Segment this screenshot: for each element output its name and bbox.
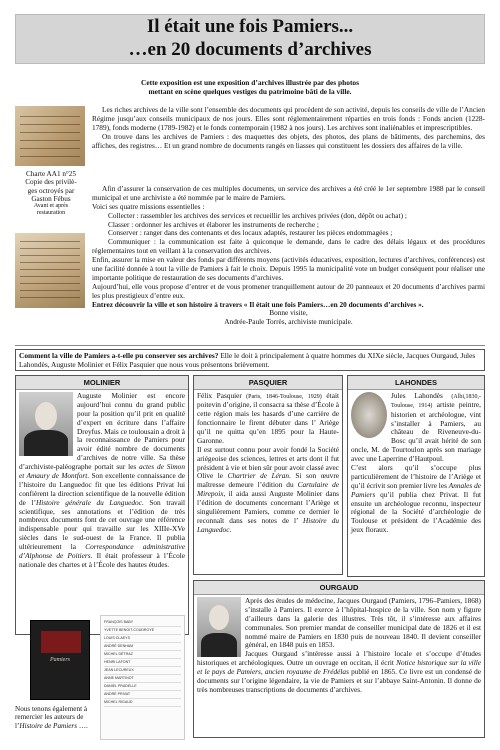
card-text: Chartrier de Léran: [227, 471, 290, 481]
ourgaud-portrait: [197, 597, 241, 657]
card-text: Après des études de médecine, Jacques Ourgaud (Pamiers, 1796–Pamiers, 1868) s’installe à Pamiers. Il exerce à l’hôpital-hospice de la ville. Son nom y figure d’ailleurs dans la galerie des illustres. Très tôt, il s’intéresse aux affaires communales. Son premier mandat de conseiller municipal date de 1826 et il est nommé maire de Pamiers en 1830 puis de nouveau 1840. Il devient conseiller général, en 1848 puis en 1853.: [245, 596, 481, 650]
paragraph: Les riches archives de la ville sont l’ensemble des documents qui procèdent de son activité, depuis les conseils de ville de l’Ancien Régime jusqu’aux conseils municipaux de nos jours. Elles sont réglementairement réparties en trois fonds : Fonds ancien (1228-1789), fonds moderne (1789-1982) et le fonds contemporain (1982 à nos jours). Les archives sont inaliénables et imprescriptibles.: [92, 105, 485, 132]
card-text: Histoire du Languedoc: [197, 515, 339, 534]
card-text: actes de Simon et Amaury de Montfort: [19, 462, 185, 481]
mission-item: Collecter : rassembler les archives des services et recueillir les archives privées (don, dépôt ou achat) ;: [108, 210, 407, 220]
card-text: Félix Pasquier: [197, 391, 242, 400]
authors-list: [100, 615, 185, 740]
intro-text: [60, 78, 440, 96]
pasquier-card: [193, 375, 343, 575]
book-cover-title: Pamiers: [50, 657, 70, 663]
intro-line-2: mettant en scène quelques vestiges du patrimoine bâti de la ville.: [148, 87, 352, 97]
mission-item: Conserver : ranger dans des contenants et des locaux adaptés, restaurer les pièces endommagées ;: [108, 228, 393, 238]
card-text: publié en 1865. Ce livre est un condensé de documents sur l’origine légendaire, la vie de Pamiers et sur l’abbaye Saint-Antonin. Il donne de très nombreuses transcriptions de documents d’archives.: [197, 667, 481, 694]
author-name: FRANÇOIS BABY: [104, 619, 181, 627]
charter-before-image: [15, 106, 85, 166]
paragraph: Afin d’assurer la conservation de ces multiples documents, un service des archives a été créé le 1er septembre 1988 par le conseil municipal et une archiviste a été nommée par le maire de Pamiers.: [92, 184, 485, 202]
paragraph: Aujourd’hui, elle vous propose d’entrer et de vous promener tranquillement autour de 20 panneaux et 20 documents d’archives parmi les plus prestigieux d’entre eux.: [92, 281, 485, 300]
mission-item: Classer : ordonner les archives et élaborer les instruments de recherche ;: [108, 219, 319, 229]
intro-line-1: Cette exposition est une exposition d’archives illustrée par des photos: [141, 78, 359, 87]
card-text: (Paris, 1846-Toulouse, 1929): [241, 394, 322, 400]
charter-after-image: [15, 233, 85, 308]
mission-item: Communiquer : la communication est faite à quiconque le demande, dans le cadre des délais légaux et des procédures réglementaires tout en veillant à la conservation des archives.: [92, 237, 485, 256]
card-title: MOLINIER: [16, 376, 188, 390]
thanks-text: ….: [77, 721, 88, 730]
card-text: . Son excellente connaissance de l’histoire du Languedoc fit que les éditions Privat lui confièrent la direction scientifique de la nouvelle édition de l’: [19, 471, 185, 507]
author-name: ANDRÉ DENHAM: [104, 643, 181, 651]
caption-line: Gaston Fébus: [31, 194, 71, 203]
archives-service: [92, 185, 485, 327]
title-line-2: …en 20 documents d’archives: [128, 39, 372, 60]
question-box: [15, 349, 485, 371]
section-divider: [15, 345, 485, 346]
card-text: , il aida aussi Auguste Molinier dans l’édition de documents concernant l’Ariège et singulièrement Pamiers, comme ce dernier le reconnaît dans ses notes de l’: [197, 489, 339, 525]
thanks-text: Nous tenons également à remercier les auteurs de l’: [15, 705, 88, 730]
author-name: MICHEL RIGAUD: [104, 699, 181, 707]
card-text: C’est alors qu’il s’occupe plus particulièrement de l’histoire de l’Ariège et qu’il écrivit son premier livre les: [351, 462, 481, 490]
card-text: . Son travail scientifique, ses annotations et l’édition de très nombreux documents font de cet ouvrage une référence indispensable pour qui travaille sur les XIIIe-XVe siècles dans le sud-ouest de la France. Il publia ultérieurement la: [19, 497, 186, 552]
lahondes-portrait: [351, 392, 387, 438]
caption-line: restauration: [36, 210, 66, 217]
author-name: ANDRÉ PRIVAT: [104, 691, 181, 699]
molinier-card: [15, 375, 189, 635]
thanks-note: [15, 705, 100, 730]
author-name: JEAN LECUREUX: [104, 667, 181, 675]
author-name: MICHEL DÉTRAZ: [104, 651, 181, 659]
archives-description: [92, 106, 485, 150]
caption-line: Charte AA1 n°25: [26, 170, 76, 178]
card-title: LAHONDES: [348, 376, 484, 390]
card-title: PASQUIER: [194, 376, 342, 390]
card-text: Jules Lahondès: [391, 391, 443, 400]
card-text: (Albi,1830,- Toulouse, 1914): [391, 394, 481, 410]
card-text: Notice historique sur la ville et le pays de Pamiers, ancien royaume de Frédélas: [197, 658, 481, 677]
card-text: Jacques Ourgaud s’intéresse aussi à l’histoire locale et s’occupe d’études historiques et archéologiques. Outre un ouvrage en occitan, il écrit: [197, 649, 481, 668]
title-line-1: Il était une fois Pamiers...: [146, 16, 354, 37]
question-heading: Comment la ville de Pamiers a-t-elle pu conserver ses archives?: [19, 351, 219, 360]
card-text: .: [229, 524, 232, 534]
card-text: . Si son œuvre maîtresse demeure l’édition du: [197, 471, 339, 490]
caption-line: Avant et après: [33, 203, 69, 210]
exhibition-title: [15, 14, 485, 64]
card-text: Histoire générale du Languedoc: [36, 497, 142, 507]
paragraph: Enfin, assurer la mise en valeur des fonds par différents moyens (activités éducatives, exposition, lectures d’archives, conférences) est une facilité donnée à tout la ville de Pamiers à fait le choix. Depuis 1995 la municipalité vote un budget conséquent pour réaliser une importante politique de restauration de ses documents d’archives.: [92, 255, 485, 282]
paragraph: On trouve dans les archives de Pamiers : des maquettes des objets, des photos, des plans de bâtiments, des parchemins, des affiches, des registres… Et un grand nombre de documents rangés en liasses qui constituent les dossiers des affaires de la ville.: [92, 131, 485, 150]
question-text: Elle le doit à principalement à quatre hommes du XIXe siècle, Jacques Ourgaud, Jules Lahondès, Auguste Molinier et Félix Pasquier que nous vous présentons brièvement.: [19, 351, 476, 370]
caption-line: Copie des privilè-: [25, 178, 77, 187]
thanks-text: Histoire de Pamiers: [19, 721, 78, 730]
paragraph: Entrez découvrir la ville et son histoire à travers « Il était une fois Pamiers…en 20 documents d’archives ».: [92, 299, 424, 309]
book-cover-image: [30, 620, 90, 700]
molinier-portrait: [19, 392, 73, 456]
signature-line: Andrée-Paule Torrès, archiviste municipale.: [224, 317, 353, 327]
signature-line: Bonne visite,: [269, 308, 308, 318]
card-text: Correspondance administrative d’Alphonse de Poitiers: [19, 542, 185, 561]
card-text: artiste peintre, historien et archéologue, vint s’installer à Pamiers, au château de Riveneuve-du-Bosc qu’il avait hérité de son oncle, M. de Tourtoulon après son mariage avec une Laperrine d’Hautpoul.: [351, 400, 481, 464]
caption-line: ges octroyés par: [27, 186, 75, 195]
author-name: LOUIS CLAEYS: [104, 635, 181, 643]
card-text: Cartulaire de Mirepoix: [197, 480, 339, 499]
card-text: Il est surtout connu pour avoir fondé la Société ariégeoise des sciences, lettres et arts dont il fut président à vie et bien sûr pour avoir classé avec Olive le: [197, 444, 339, 481]
card-text: était poitevin d’origine, il consacra sa thèse d’École à cette région mais les hasards d’une carrière de fonctionnaire le firent débuter dans l’ Ariège qu’il ne quitta qu’en 1895 pour la Haute-Garonne.: [197, 391, 339, 445]
author-name: ANNE MARTINOT: [104, 675, 181, 683]
charter-caption: [12, 170, 90, 217]
card-text: Annales de Pamiers: [351, 480, 481, 499]
card-text: Auguste Molinier est encore aujourd’hui connu du grand public pour la position qu’il prit en qualité d’expert en écriture dans l’affaire Dreyfus. Mais ce toulousain a droit à la reconnaissance de Pamiers pour avoir édité nombre de documents d’archives de notre ville. Sa thèse d’archiviste-paléographe portait sur les: [19, 391, 186, 472]
author-name: HENRI LAFONT: [104, 659, 181, 667]
ourgaud-card: [193, 580, 485, 738]
missions-intro: Voici ses quatre missions essentielles :: [92, 201, 205, 211]
card-text: . Il était professeur à l’École nationale des chartes et à l’École des hautes études.: [19, 551, 185, 569]
author-name: DANIEL PRADELLE: [104, 683, 181, 691]
lahondes-card: [347, 375, 485, 577]
author-name: YVETTE BENOIT-COUDROYE: [104, 627, 181, 635]
card-title: OURGAUD: [194, 581, 484, 595]
card-text: qu’il publia chez Privat. Il fut ensuite un archéologue reconnu, inspecteur régional de la Société d’archéologie de Toulouse et président de l’Académie des jeux floraux.: [351, 489, 481, 535]
